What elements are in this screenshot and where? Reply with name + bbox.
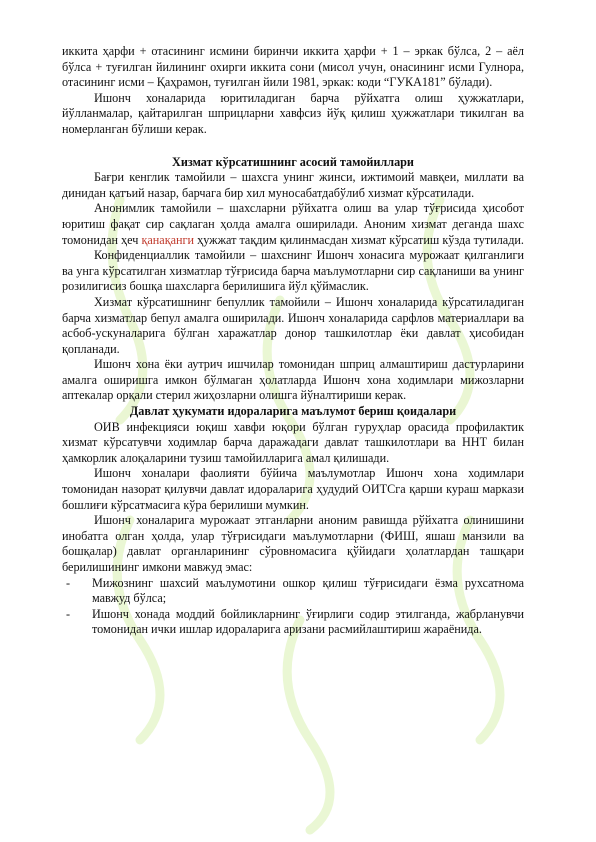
bullet-dash: - xyxy=(66,606,71,621)
text-span: ҳужжат тақдим қилинмасдан хизмат кўрсатиш кўзда тутилади. xyxy=(194,232,524,247)
paragraph: Ишонч хоналарида юритиладиган барча рўйхатга олиш ҳужжатлари, йўлланмалар, қайтарилган шприцларни хавфсиз йўқ қилиш ҳужжатлари тикилган ва номерланган бўлиши керак. xyxy=(62,90,524,136)
paragraph: Ишонч хона ёки аутрич ишчилар томонидан шприц алмаштириш дастурларини амалга оширишга имкон бўлмаган ҳолатларда Ишонч хона ходимлари мижозларни аптекалар орқали стерил жиҳозларни олишга йўналтириши керак. xyxy=(62,357,524,403)
paragraph: Ишонч хоналари фаолияти бўйича маълумотлар Ишонч хона ходимлари томонидан назорат қилувчи давлат идораларига ҳудудий ОИТСга қарши кураш маркази бошлиғи кўрсатмасига кўра берилиши мумкин. xyxy=(62,466,524,512)
list-item-text: Мижознинг шахсий маълумотини ошкор қилиш тўғрисидаги ёзма рухсатнома мавжуд бўлса; xyxy=(92,575,524,606)
text-span: Анонимлик тамойили – шахсларни рўйхатга олиш ва улар тўғрисида ҳисобот юритиш фақат сир сақлаган ҳолда амалга оширилади. Аноним хизмат деганда шахс томонидан ҳеч xyxy=(62,201,524,247)
paragraph: ОИВ инфекцияси юқиш хавфи юқори бўлган гуруҳлар орасида профилактик хизмат кўрсатувчи ходимлар барча даражадаги давлат ташкилотлари ва ННТ билан ҳамкорлик алоқаларини тузиш тамойилларига амал қилишади. xyxy=(62,419,524,465)
paragraph: иккита ҳарфи + отасининг исмини биринчи иккита ҳарфи + 1 – эркак бўлса, 2 – аёл бўлса + туғилган йилининг охирги иккита сони (мисол учун, онасининг исми Гулнора, отасининг исми – Қаҳрамон, туғилган йили 1981, эркак: коди “ГУКА181” бўлади). xyxy=(62,44,524,90)
list-item-text: Ишонч хонада моддий бойликларнинг ўғирлиги содир этилганда, жабрланувчи томонидан ички ишлар идораларига аризани расмийлаштириш жараёнида. xyxy=(92,606,524,637)
list-item xyxy=(62,576,524,607)
bullet-dash: - xyxy=(66,575,71,590)
paragraph: Ишонч хоналарига мурожаат этганларни аноним равишда рўйхатга олинишини инобатга олган ҳолда, улар тўғрисидаги маълумотларни (ФИШ, яшаш манзили ва бошқалар) давлат органларининг сўровномасига қўйидаги ҳолатлардан ташқари берилишининг имкони мавжуд эмас: xyxy=(62,513,524,574)
highlighted-word: қанақанги xyxy=(141,232,195,247)
paragraph: Конфиденциаллик тамойили – шахснинг Ишонч хонасига мурожаат қилганлиги ва унга кўрсатилган хизматлар тўғрисида барча маълумотларни сир сақланиши ва унинг розилигисиз бошқа шахсларга берилишига йўл қўймаслик. xyxy=(62,248,524,294)
list-item xyxy=(62,607,524,638)
paragraph xyxy=(62,201,524,248)
paragraph: Хизмат кўрсатишнинг бепуллик тамойили – Ишонч хоналарида кўрсатиладиган барча хизматлар бепул амалга оширилади. Ишонч хоналарида сарфлов материаллари ва асбоб-ускуналарига бўлган харажатлар донор ташкилотлар ёки давлат ҳисобидан қопланади. xyxy=(62,294,524,356)
section-heading: Давлат ҳукумати идораларига маълумот бериш қоидалари xyxy=(129,404,457,419)
paragraph: Бағри кенглик тамойили – шахсга унинг жинси, ижтимоий мавқеи, миллати ва динидан қатъий назар, барчага бир хил муносабатдабўлиб хизмат кўрсатилади. xyxy=(62,170,524,200)
dash-list xyxy=(62,576,524,638)
document-page xyxy=(62,44,524,638)
section-heading: Хизмат кўрсатишнинг асосий тамойиллари xyxy=(172,154,414,169)
